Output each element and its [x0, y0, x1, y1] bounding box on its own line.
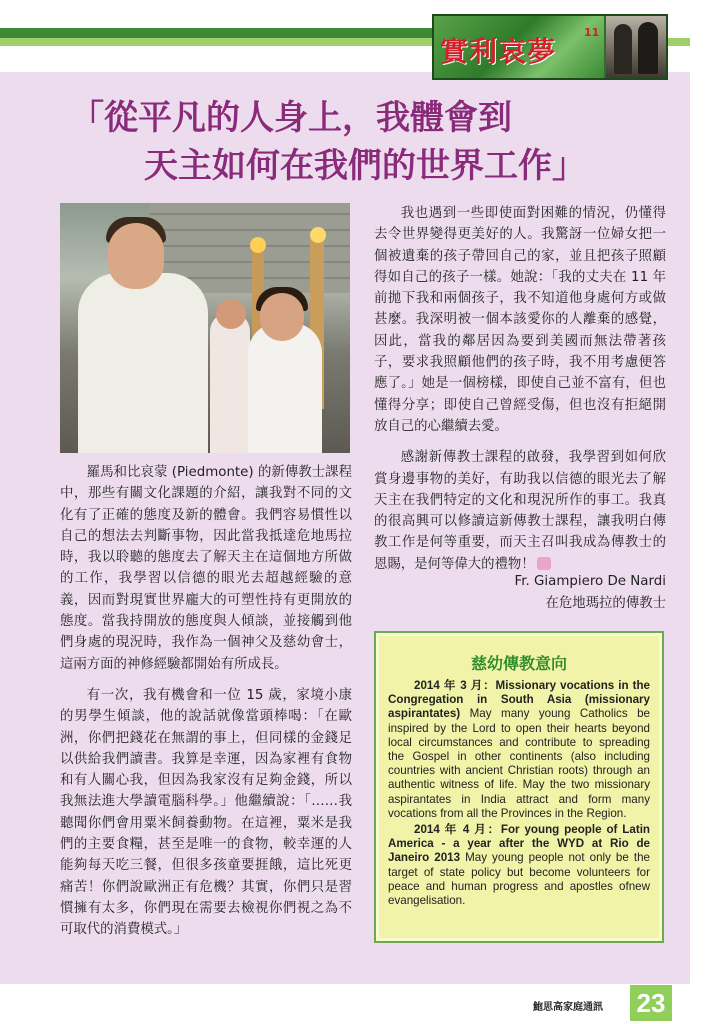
- headline-line-1: 「從平凡的人身上，我體會到: [70, 98, 512, 138]
- photo-priest: [78, 273, 208, 453]
- left-column: [60, 462, 352, 951]
- paragraph: 我也遇到一些即使面對困難的情況，仍懂得去令世界變得更美好的人。我驚訝一位婦女把一個被遺棄的孩子帶回自己的家，並且把孩子照顧得如自己的孩子一樣。她說：「我的丈夫在 11 年前拋下我和兩個孩子，我不知道他身處何方或做甚麼。我深明被一個本該愛你的人離棄的感覺，因此，當我的鄰居因為要到美國而無法帶著孩子，要求我照顧他們的孩子時，我不用考慮便答應了。」她是一個榜樣，即使自己並不富有，但也懂得分享；即使自己曾經受傷，但也沒有拒絕開放自己的心繼續去愛。: [374, 206, 666, 434]
- paragraph: 有一次，我有機會和一位 15 歲，家境小康的男學生傾談，他的說話就像當頭棒喝：「在歐洲，你們把錢花在無謂的事上，但同樣的金錢足以供給我們讀書。我算是幸運，因為家裡有食物和有人關心我，但因為我家沒有足夠金錢，所以我無法進大學讀電腦科學。」他繼續說：「……我聽聞你們會用粟米飼養動物。在這裡，粟米是我們的主要食糧，甚至是唯一的食物，較幸運的人能夠每天吃三餐，但很多孩童要捱餓，這比死更痛苦！你們說歐洲正有危機？其實，你們只是習慣擁有太多，你們現在需要去檢視你們視之為不可取代的消費模式。」: [60, 687, 352, 938]
- prayer-item-intent: Missionary vocations in the Congregation in South Asia (missionary aspirantates): [388, 679, 650, 721]
- founder-figure: [614, 24, 632, 74]
- photo-girl-head: [260, 293, 304, 341]
- photo-flame: [250, 237, 266, 253]
- prayer-item: [388, 679, 650, 821]
- prayer-box-body: [388, 679, 650, 910]
- photo-girl: [248, 323, 322, 453]
- founders-photo: [606, 16, 666, 78]
- signature-block: [374, 571, 666, 615]
- logo-superscript: 11: [584, 26, 600, 39]
- prayer-box-title: 慈幼傳教意向: [470, 654, 567, 673]
- photo-flame: [310, 227, 326, 243]
- paragraph-text: 感謝新傳教士課程的啟發，我學習到如何欣賞身邊事物的美好，有助我以信德的眼光去了解天主在我們特定的文化和現況所作的事工。我真的很高興可以修讀這新傳教士課程，讓我明白傳教工作是何等重要，而天主召叫我成為傳教士的恩賜，是何等偉大的禮物！: [374, 450, 666, 572]
- paragraph-closing: [374, 447, 666, 575]
- signature-role: 在危地瑪拉的傳教士: [545, 596, 666, 611]
- prayer-item-date: 2014 年 4 月：: [414, 823, 501, 837]
- prayer-item-text: May many young Catholics be inspired by the Lord to open their hearts beyond local circumstances and contribute to spreading the Gospel in other continents (also including countries with ancient Christian roots) through an authentic witness of life. May the two missionary aspirantates in India attract and form many vocations from all the Provinces in the Region.: [388, 707, 650, 820]
- prayer-intentions-box: [374, 631, 664, 943]
- publication-name: 鮑思高家庭通訊: [533, 1002, 603, 1013]
- right-column: [374, 203, 666, 585]
- top-bar-dark: [0, 28, 440, 38]
- signature-name: Fr. Giampiero De Nardi: [514, 574, 666, 589]
- logo-title: 實利哀夢: [440, 35, 557, 68]
- page-number: 23: [630, 985, 672, 1021]
- article-headline: [70, 94, 670, 190]
- prayer-item: [388, 823, 650, 908]
- column-logo: [432, 14, 668, 80]
- gift-icon: [537, 557, 551, 570]
- prayer-item-date: 2014 年 3 月：: [414, 679, 496, 692]
- article-photo: [60, 203, 350, 453]
- paragraph: 羅馬和比哀蒙 (Piedmonte) 的新傳教士課程中，那些有關文化課題的介紹，讓我對不同的文化有了正確的態度及新的體會。我們容易慣性以自己的想法去判斷事物，因此當我抵達危地馬拉時，我以聆聽的態度去了解天主在這個地方所做的工作，我學習以信德的眼光去超越經驗的意義，因而對現實世界龐大的可塑性持有更開放的態度。當我持開放的態度與人傾談，並接觸到他們身處的現況時，我作為一個神父及慈幼會士，這兩方面的神修經驗都開始有所成長。: [60, 465, 352, 672]
- photo-priest-head: [108, 223, 164, 289]
- prayer-item-text: May young people not only be the target of state policy but become volunteers for peace and human progress and apostles ofnew evangelisation.: [388, 851, 650, 908]
- founder-figure: [638, 22, 658, 74]
- prayer-item-intent: For young people of Latin America - a year after the WYD at Rio de Janeiro 2013: [388, 823, 650, 865]
- photo-child-head: [216, 299, 246, 329]
- headline-line-2: 天主如何在我們的世界工作」: [144, 146, 586, 186]
- photo-child: [210, 313, 250, 453]
